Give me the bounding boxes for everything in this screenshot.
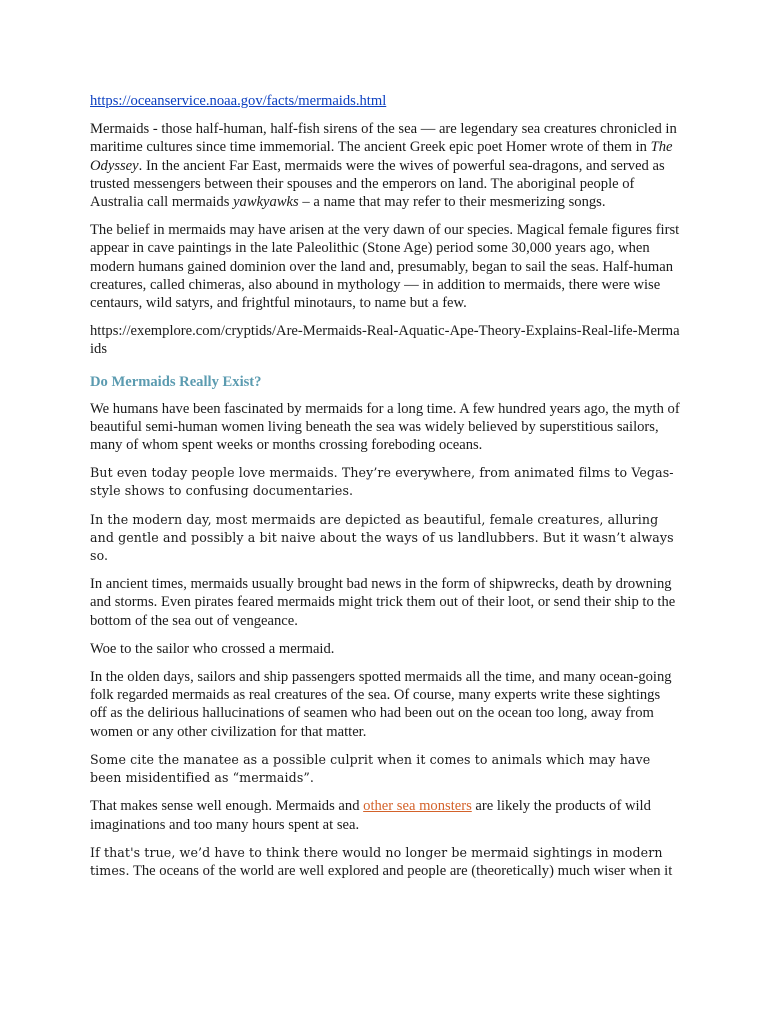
paragraph-ancient-times: In ancient times, mermaids usually brought bad news in the form of shipwrecks, death by drowning and storms. Even pirates feared mermaids might trick them out of their loot, or send their ship to the bottom of the sea out of vengeance. (90, 576, 676, 629)
paragraph-manatee: Some cite the manatee as a possible culprit when it comes to animals which may have been misidentified as “mermaids”. (90, 751, 651, 786)
paragraph-sense-text-1: That makes sense well enough. Mermaids and (90, 798, 364, 815)
paragraph-olden-days: In the olden days, sailors and ship passengers spotted mermaids all the time, and many ocean-going folk regarded mermaids as real creatures of the sea. Of course, many experts write these sightings off as the delirious hallucinations of seamen who had been out on the ocean too long, away from women or any other civilization for that matter. (90, 669, 672, 740)
source-url-exemplore: https://exemplore.com/cryptids/Are-Mermaids-Real-Aquatic-Ape-Theory-Explains-Real-life-Mermaids (90, 323, 680, 358)
section-heading: Do Mermaids Really Exist? (90, 373, 262, 390)
paragraph-intro (90, 120, 680, 211)
yawkyawks-term: yawkyawks (233, 194, 299, 211)
paragraph-love-mermaids: But even today people love mermaids. They’re everywhere, from animated films to Vegas-style shows to confusing documentaries. (90, 465, 674, 499)
paragraph-woe: Woe to the sailor who crossed a mermaid. (90, 640, 335, 657)
paragraph-if-true-text-1: If that's true, we’d have to think there would no longer be mermaid sightings in modern times. (90, 844, 663, 878)
paragraph-intro-text-1: Mermaids - those half-human, half-fish sirens of the sea — are legendary sea creatures chronicled in maritime cultures since time immemorial. The ancient Greek epic poet Homer wrote of them in (90, 121, 677, 156)
paragraph-fascinated: We humans have been fascinated by mermaids for a long time. A few hundred years ago, the myth of beautiful semi-human women living beneath the sea was widely believed by superstitious sailors, many of whom spent weeks or months crossing foreboding oceans. (90, 400, 680, 454)
odyssey-title: The Odyssey (90, 139, 673, 174)
paragraph-intro-text-3: – a name that may refer to their mesmerizing songs. (298, 194, 606, 211)
paragraph-belief: The belief in mermaids may have arisen at the very dawn of our species. Magical female figures first appear in cave paintings in the late Paleolithic (Stone Age) period some 30,000 years ago, when modern humans gained dominion over the land and, presumably, began to sail the seas. Half-human creatures, called chimeras, also abound in mythology — in addition to mermaids, there were wise centaurs, wild satyrs, and frightful minotaurs, to name but a few. (90, 222, 680, 312)
source-link-noaa[interactable]: https://oceanservice.noaa.gov/facts/mermaids.html (90, 93, 387, 109)
paragraph-sense-text-2: are likely the products of wild imaginations and too many hours spent at sea. (90, 798, 651, 833)
paragraph-if-true-text-2: The oceans of the world are well explored and people are (theoretically) much wiser when it (129, 862, 673, 879)
document-body (90, 92, 680, 890)
paragraph-intro-text-2: . In the ancient Far East, mermaids were the wives of powerful sea-dragons, and served as trusted messengers between their spouses and the emperors on land. The aboriginal people of Australia call mermaids (90, 157, 665, 211)
paragraph-if-true (90, 844, 680, 880)
paragraph-modern-day: In the modern day, most mermaids are depicted as beautiful, female creatures, alluring and gentle and possibly a bit naive about the ways of us landlubbers. But it wasn’t always so. (90, 511, 674, 564)
sea-monsters-link[interactable]: other sea monsters (363, 798, 472, 815)
paragraph-sense (90, 797, 680, 833)
